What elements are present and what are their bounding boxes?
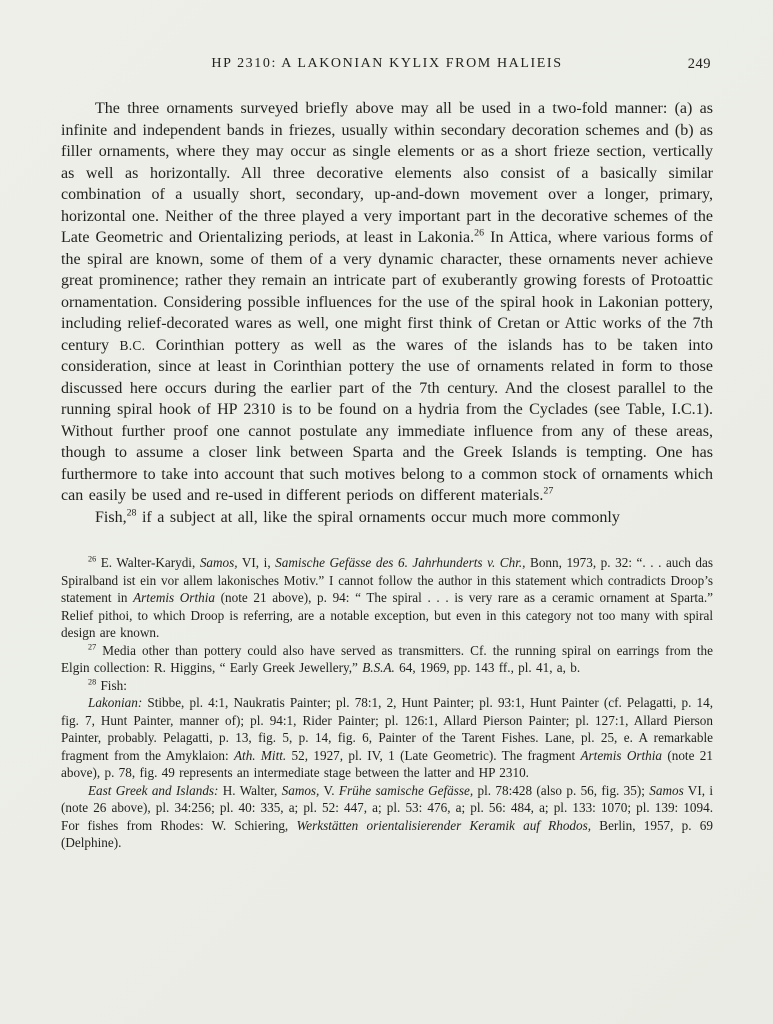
footnote — [61, 677, 713, 695]
body-paragraph — [61, 98, 713, 507]
text-segment: Fish: — [96, 677, 127, 693]
footnote-ref: 27 — [543, 485, 554, 497]
text-segment: if a subject at all, like the spiral ornaments occur much more commonly — [136, 508, 620, 526]
text-segment: Media other than pottery could also have served as transmitters. Cf. the running spiral on earrings from the Elgin collection: R. Higgins, “ Early Greek Jewellery,” — [61, 642, 713, 675]
text-segment: B.C. — [119, 337, 146, 353]
text-segment: Samos, — [281, 782, 320, 798]
text-segment: VI, i (note 26 above), pl. 34:256; pl. 40: 335, a; pl. 52: 447, a; pl. 53: 476, a; pl. 56: 484, a; pl. 133: 1070; pl. 139: 1094. For fishes from Rhodes: W. Schiering, — [61, 782, 714, 833]
text-segment: Frühe samische Gefässe, — [338, 782, 474, 798]
text-segment: B.S.A. — [362, 660, 395, 675]
text-segment: H. Walter, — [218, 782, 282, 798]
text-segment: Fish, — [95, 508, 127, 526]
text-segment: The three ornaments surveyed briefly above may all be used in a two-fold manner: (a) as infinite and independent bands in friezes, usually within secondary decoration schemes and (b) as filler ornaments, where they may occur as single elements or as a short frieze section, vertically as well as horizontally. All three decorative elements also consist of a basically similar combination of a usually short, secondary, up-and-down movement over a longer, primary, horizontal one. Neither of the three played a very important part in the decorative schemes of the Late Geometric and Orientalizing periods, at least in Lakonia. — [61, 100, 713, 246]
text-segment: In Attica, where various forms of the spiral are known, some of them of a very dynamic character, these ornaments never achieve great prominence; rather they remain an intricate part of exuberantly growing forests of Protoattic ornamentation. Considering possible influences for the use of the spiral hook in Lakonian pottery, including relief-decorated wares as well, one might first think of Cretan or Attic works of the 7th century — [61, 229, 714, 354]
footnotes-section — [61, 554, 713, 852]
footnote-ref: 27 — [88, 642, 97, 652]
text-segment: 64, 1969, pp. 143 ff., pl. 41, a, b. — [394, 660, 581, 675]
text-segment: East Greek and Islands: — [88, 782, 219, 798]
text-segment: Artemis Orthia — [133, 590, 215, 605]
text-segment: (note 21 above), p. 94: “ The spiral . . . is very rare as a ceramic ornament at Sparta.” Relief pithoi, to which Droop is referring, are a notable exception, but even in this category not too many with spiral design are known. — [61, 590, 714, 640]
text-segment: Samos — [649, 782, 684, 798]
text-segment: Berlin, 1957, p. 69 (Delphine). — [61, 817, 713, 850]
text-segment: VI, i, — [237, 555, 276, 570]
footnote — [61, 642, 713, 677]
footnote-ref: 26 — [474, 227, 485, 239]
text-segment: pl. 78:428 (also p. 56, fig. 35); — [473, 782, 650, 798]
text-segment: Werkstätten orientalisierender Keramik auf Rhodos, — [296, 817, 592, 833]
text-segment: Lakonian: — [88, 695, 143, 710]
text-segment: (note 21 above), p. 78, fig. 49 represents an intermediate stage between the latter and HP 2310. — [61, 747, 713, 780]
footnote — [61, 554, 713, 642]
footnote-ref: 28 — [126, 507, 137, 519]
page-header — [61, 56, 713, 76]
text-segment: Artemis Orthia — [580, 747, 663, 763]
text-segment: 52, 1927, pl. IV, 1 (Late Geometric). The fragment — [286, 747, 581, 763]
text-segment: Ath. Mitt. — [233, 747, 287, 763]
body-text — [61, 98, 713, 528]
page-number: 249 — [687, 56, 711, 72]
footnote-ref: 26 — [88, 554, 97, 564]
text-segment: Corinthian pottery as well as the wares of the islands has to be taken into consideration, since at least in Corinthian pottery the use of ornaments related in form to those discussed here occurs during the earlier part of the 7th century. And the closest parallel to the running spiral hook of HP 2310 is to be found on a hydria from the Cyclades (see Table, I.C.1). Without further proof one cannot postulate any immediate influence from any of these areas, though to assume a closer link between Sparta and the Greek Islands is tempting. One has furthermore to take into account that such motives belong to a common stock of ornaments which can easily be used and re-used in different periods on different materials. — [61, 336, 713, 504]
footnote — [61, 694, 713, 782]
body-paragraph — [61, 507, 713, 529]
running-title: HP 2310: A LAKONIAN KYLIX FROM HALIEIS — [211, 56, 563, 71]
text-segment: E. Walter-Karydi, — [96, 555, 200, 570]
text-segment: Samische Gefässe des 6. Jahrhunderts v. Chr., — [275, 555, 526, 570]
text-segment: Stibbe, pl. 4:1, Naukratis Painter; pl. 78:1, 2, Hunt Painter; pl. 93:1, Hunt Painter (cf. Pelagatti, p. 14, fig. 7, Hunt Painter, manner of); pl. 94:1, Rider Painter; pl. 126:1, Allard Pierson Painter; pl. 127:1, Allard Pierson Painter, probably. Pelagatti, p. 13, fig. 5, p. 14, fig. 6, Painter of the Tarent Fishes. Lane, pl. 25, e. A remarkable fragment from the Amyklaion: — [61, 695, 713, 763]
text-segment: Bonn, 1973, p. 32: “. . . auch das Spiralband ist ein vor allem lakonisches Motiv.” I cannot follow the author in this statement which contradicts Droop’s statement in — [61, 555, 713, 605]
text-segment: V. — [319, 782, 339, 798]
footnote-ref: 28 — [88, 677, 97, 687]
text-segment: Samos, — [199, 555, 238, 570]
footnote — [61, 782, 713, 852]
